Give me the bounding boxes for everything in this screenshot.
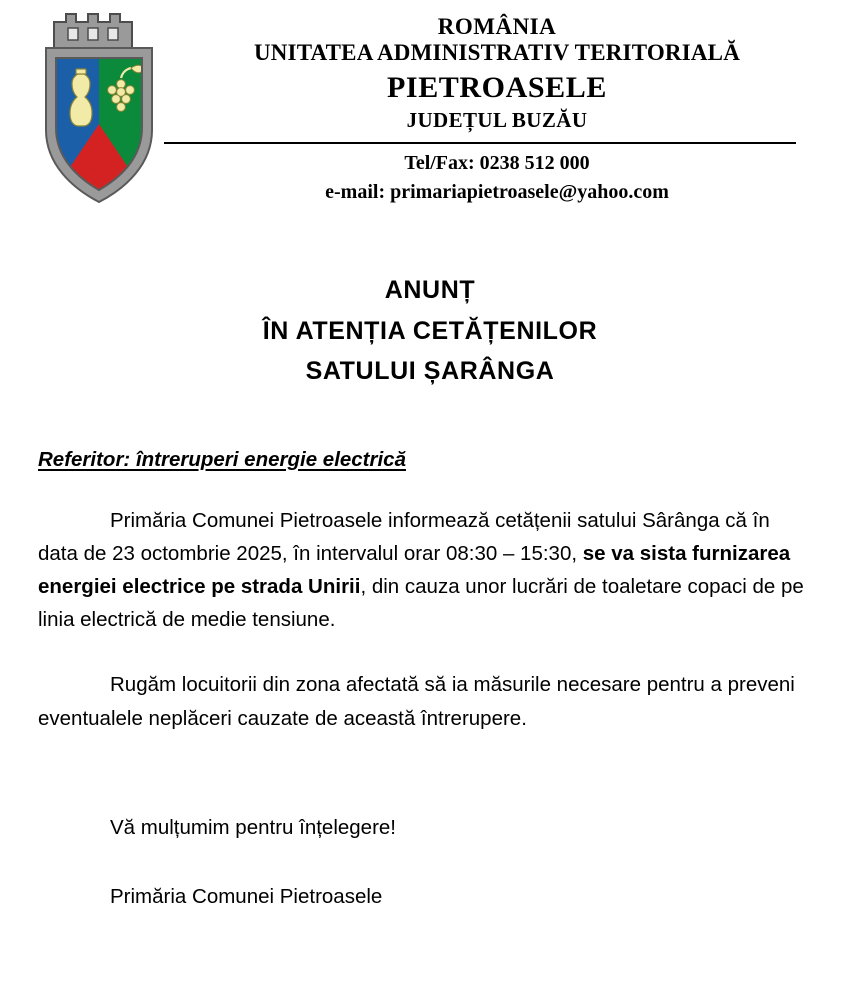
subject-line: Referitor: întreruperi energie electrică xyxy=(38,447,406,471)
signature-line: Primăria Comunei Pietroasele xyxy=(110,884,383,908)
uat-line: UNITATEA ADMINISTRATIV TERITORIALĂ xyxy=(253,40,741,66)
title-line-attention: ÎN ATENȚIA CETĂȚENILOR xyxy=(262,316,598,345)
title-line-village: SATULUI ȘARÂNGA xyxy=(305,357,555,385)
closing-line: Vă mulțumim pentru înțelegere! xyxy=(110,815,396,839)
email-line: e-mail: primariapietroasele@yahoo.com xyxy=(325,180,669,203)
commune-name: PIETROASELE xyxy=(387,70,607,104)
paragraph-1-text-b: , din cauza unor lucrări de toaletare copaci de pe linia electrică de medie tensiune. xyxy=(38,574,804,632)
paragraph-1 xyxy=(38,504,804,637)
letterhead xyxy=(0,0,860,212)
paragraph-1-text-a: Primăria Comunei Pietroasele informează cetățenii satului Sârânga că în data de 23 octombrie 2025, în intervalul orar 08:30 – 15:30, xyxy=(38,508,770,565)
paragraph-1-emphasis: se va sista furnizarea energiei electrice pe strada Unirii xyxy=(38,541,791,598)
document-body xyxy=(0,448,860,914)
coat-of-arms xyxy=(34,8,164,212)
announcement-title xyxy=(0,270,860,392)
paragraph-2: Rugăm locuitorii din zona afectată să ia măsurile necesare pentru a preveni eventualele neplăceri cauzate de această întrerupere. xyxy=(38,673,795,730)
country-name: ROMÂNIA xyxy=(437,14,557,39)
coat-of-arms-icon xyxy=(34,12,164,212)
phone-line: Tel/Fax: 0238 512 000 xyxy=(404,151,590,174)
county-name: JUDEȚUL BUZĂU xyxy=(406,108,588,133)
header-divider xyxy=(164,142,796,144)
letterhead-text xyxy=(164,8,830,206)
title-line-anunt: ANUNȚ xyxy=(384,276,476,304)
